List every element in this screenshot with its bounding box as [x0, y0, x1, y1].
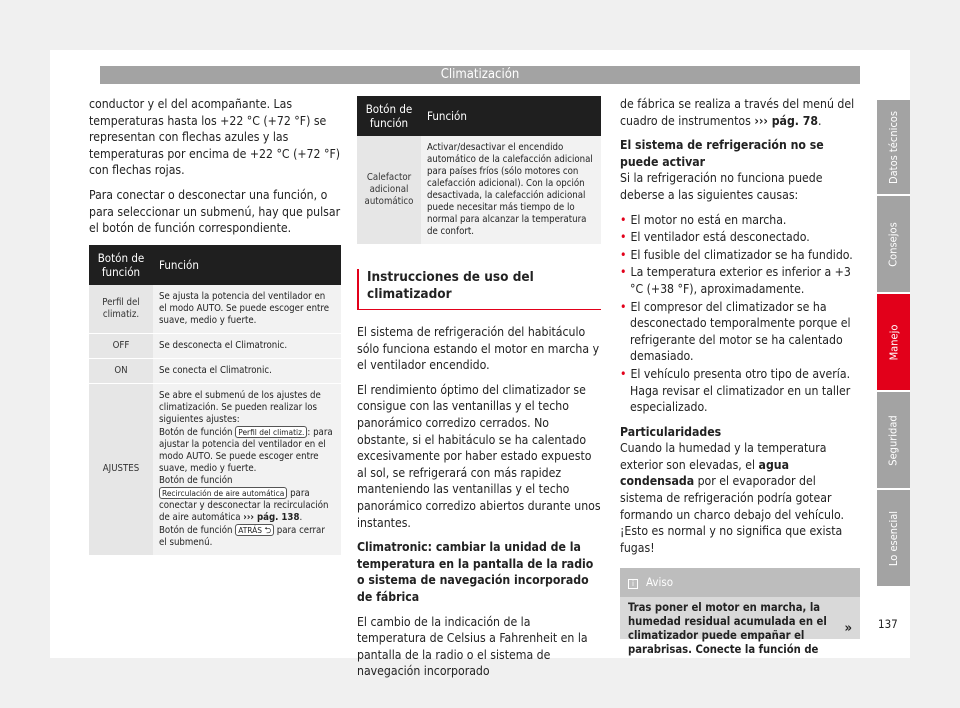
cell-text: Se abre el submenú de los ajustes de climatización. Se pueden realizar los siguientes ajustes: [159, 389, 321, 425]
paragraph-text: Cuando la humedad y la temperatura exterior son elevadas, el [620, 441, 827, 472]
column-3 [620, 96, 860, 657]
paragraph: El rendimiento óptimo del climatizador se consigue con las ventanillas y el techo panorámico corredizo cerrados. No obstante, si el habitáculo se ha calentado excesivamente por haber estado expuesto al sol, se refrigerará con más rapidez manteniendo las ventanillas y el techo panorámico corredizo abiertos durante unos instantes. [357, 382, 601, 530]
column-2 [357, 96, 601, 688]
cell-text: Botón de función [159, 524, 233, 536]
table-row [89, 383, 341, 555]
table-header: Función [421, 96, 601, 136]
cell-text: Botón de función [159, 474, 233, 486]
notice-box [620, 568, 860, 657]
list-item-text: El fusible del climatizador se ha fundido. [630, 247, 853, 262]
table-cell: ON [89, 358, 153, 383]
tab-datos-tecnicos[interactable] [877, 100, 910, 194]
table-row [89, 358, 341, 383]
page-header: Climatización [100, 66, 860, 84]
bullet-icon: • [620, 247, 627, 262]
subheading: Particularidades [620, 424, 722, 439]
tab-label: Manejo [887, 324, 900, 360]
table-cell: AJUSTES [89, 383, 153, 555]
paragraph: de fábrica se realiza a través del menú del cuadro de instrumentos ››› pág. 78. [620, 97, 855, 128]
table-cell: Se desconecta el Climatronic. [153, 333, 341, 358]
table-cell: Activar/desactivar el encendido automático de la calefacción adicional para países fríos (sólo motores con calefacción adicional). Con la opción desactivada, la calefacción adicional puede necesitar más tiempo de lo normal para alcanzar la temperatura de confort. [421, 136, 601, 245]
table-header: Función [153, 245, 341, 285]
section-heading: Instrucciones de uso del climatizador [357, 269, 601, 310]
table-cell: Se abre el submenú de los ajustes de climatización. Se pueden realizar los siguientes ajustes: Botón de función Perfil del climatiz. : para ajustar la potencia del ventilador en el modo AUTO. Se puede escoger entre suave, medio y fuerte. Botón de función Recirculación de aire automática para conectar y desconectar la recirculación de aire automática ››› pág. 138. Botón de función ATRÁS ⮌ para cerrar el submenú. [153, 383, 341, 555]
subheading: Climatronic: cambiar la unidad de la temperatura en la pantalla de la radio o sistema de navegación incorporado de fábrica [357, 540, 594, 604]
paragraph: Para conectar o desconectar una función, o para seleccionar un submenú, hay que pulsar el botón de función correspondiente. [89, 187, 341, 236]
list-item [620, 264, 860, 297]
tab-seguridad[interactable] [877, 392, 910, 488]
table-header: Botón de función [89, 245, 153, 285]
table-cell: Se conecta el Climatronic. [153, 358, 341, 383]
tab-label: Consejos [887, 221, 901, 267]
table-row [89, 333, 341, 358]
paragraph-text: de fábrica se realiza a través del menú del cuadro de instrumentos [620, 97, 855, 128]
page-number: 137 [878, 617, 898, 631]
tab-label: Datos técnicos [887, 110, 900, 184]
paragraph: Si la refrigeración no funciona puede deberse a las siguientes causas: [620, 171, 823, 202]
key-label: Recirculación de aire automática [159, 487, 287, 499]
table-cell: Calefactor adicional automático [357, 136, 421, 245]
table-row [89, 285, 341, 334]
continue-icon: » [844, 620, 852, 636]
info-icon: i [628, 579, 638, 589]
cell-text: para conectar y desconectar la recirculación de aire automática [159, 487, 329, 523]
bullet-icon: • [620, 230, 627, 245]
table-header: Botón de función [357, 96, 421, 136]
cell-text: para cerrar el submenú. [159, 524, 325, 548]
paragraph [620, 440, 860, 556]
bullet-icon: • [620, 212, 627, 227]
page-reference[interactable]: ››› pág. 78 [754, 113, 819, 128]
notice-title: Aviso [646, 575, 674, 590]
list-item-text: El compresor del climatizador se ha desconectado temporalmente porque el refrigerante del motor se ha calentado demasiado. [630, 299, 851, 364]
tab-label: Lo esencial [887, 510, 901, 566]
paragraph-text: por el evaporador del sistema de refrigeración podría gotear formando un charco debajo del vehículo. ¡Esto es normal y no significa que exista fugas! [620, 474, 844, 555]
causes-list [620, 212, 860, 416]
table-cell: Perfil del climatiz. [89, 285, 153, 334]
key-label: Perfil del climatiz. [235, 426, 307, 438]
list-item [620, 366, 860, 416]
list-item-text: El vehículo presenta otro tipo de avería. Haga revisar el climatizador en un taller especializado. [630, 366, 851, 415]
table-row [357, 136, 601, 245]
function-table [89, 245, 341, 556]
bullet-icon: • [620, 265, 627, 280]
function-table-2 [357, 96, 601, 245]
tab-label: Seguridad [887, 414, 901, 466]
list-item [620, 229, 860, 246]
page-reference[interactable]: ››› pág. 138 [243, 511, 300, 523]
column-1 [89, 96, 341, 556]
table-cell: OFF [89, 333, 153, 358]
bullet-icon: • [620, 366, 627, 381]
paragraph: El sistema de refrigeración del habitáculo sólo funciona estando el motor en marcha y el ventilador encendido. [357, 325, 600, 373]
paragraph-text-bold: agua condensada [620, 457, 789, 489]
tab-consejos[interactable] [877, 196, 910, 292]
list-item-text: El motor no está en marcha. [630, 212, 787, 227]
list-item-text: El ventilador está desconectado. [630, 230, 810, 245]
tab-manejo[interactable] [877, 294, 910, 390]
cell-text: Botón de función [159, 426, 233, 438]
list-item [620, 247, 860, 264]
cell-text: : para ajustar la potencia del ventilador en el modo AUTO. Se puede escoger entre suave, medio y fuerte. [159, 426, 333, 474]
table-cell: Se ajusta la potencia del ventilador en el modo AUTO. Se puede escoger entre suave, medio y fuerte. [153, 285, 341, 334]
notice-header [620, 568, 860, 597]
bullet-icon: • [620, 299, 627, 314]
paragraph: El cambio de la indicación de la temperatura de Celsius a Fahrenheit en la pantalla de la radio o el sistema de navegación incorporado [357, 614, 588, 679]
notice-text: Tras poner el motor en marcha, la humedad residual acumulada en el climatizador puede empañar el parabrisas. Conecte la función de [628, 601, 827, 657]
paragraph: conductor y el del acompañante. Las temperaturas hasta los +22 °C (+72 °F) se representan con flechas azules y las temperaturas por encima de +22 °C (+72 °F) con flechas rojas. [89, 97, 341, 178]
list-item [620, 299, 860, 365]
key-label: ATRÁS ⮌ [235, 524, 274, 536]
tab-lo-esencial[interactable] [877, 490, 910, 586]
list-item [620, 212, 860, 229]
chapter-tabs [877, 100, 910, 588]
subheading: El sistema de refrigeración no se puede activar [620, 138, 824, 169]
list-item-text: La temperatura exterior es inferior a +3 °C (+38 °F), aproximadamente. [630, 265, 851, 296]
